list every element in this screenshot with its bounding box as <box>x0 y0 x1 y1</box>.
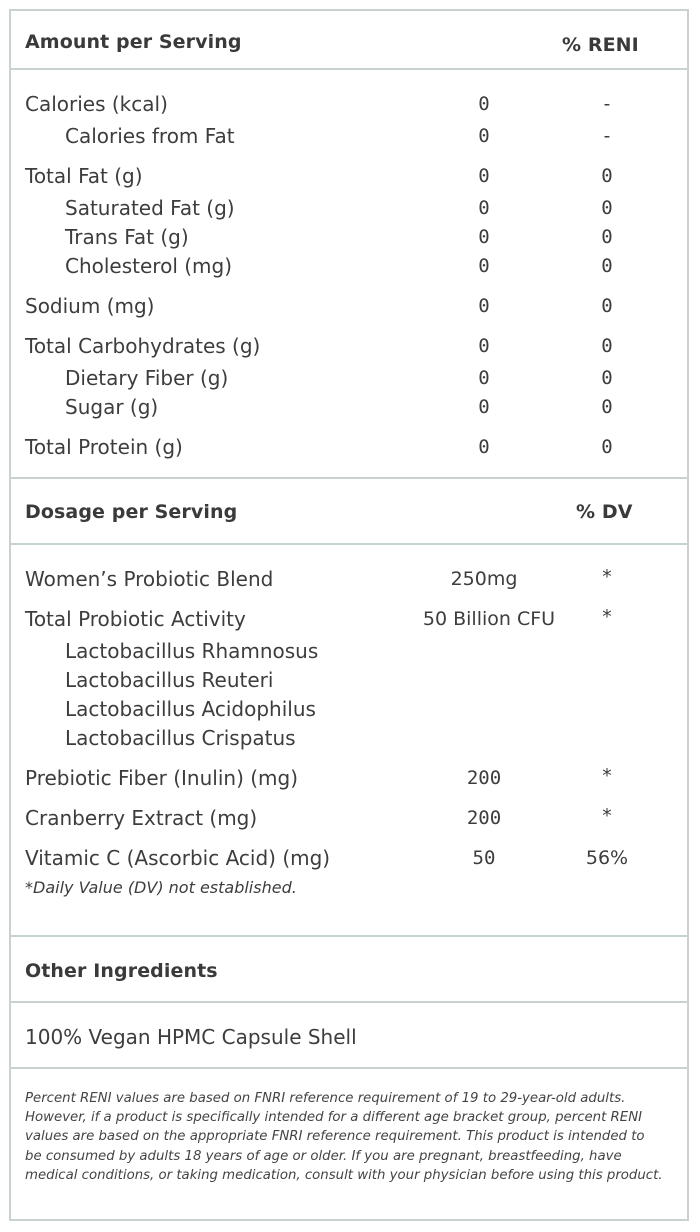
nutrient-label: Dietary Fiber (g) <box>65 366 229 390</box>
divider <box>11 1067 687 1069</box>
supplement-facts-panel <box>9 9 689 1221</box>
nutrient-label: Calories (kcal) <box>25 92 168 116</box>
nutrient-reni: 0 <box>601 197 613 219</box>
nutrient-reni: 0 <box>601 165 613 187</box>
divider <box>11 1001 687 1003</box>
ingredient-label: Women’s Probiotic Blend <box>25 567 274 591</box>
nutrient-reni: 0 <box>601 226 613 248</box>
ingredient-label: Cranberry Extract (mg) <box>25 806 258 830</box>
nutrient-reni: - <box>601 93 613 115</box>
ingredient-amount: 200 <box>466 767 502 789</box>
ingredient-label: Vitamic C (Ascorbic Acid) (mg) <box>25 846 331 870</box>
nutrient-reni: 0 <box>601 396 613 418</box>
ingredient-dv: * <box>601 765 613 787</box>
nutrient-label: Total Fat (g) <box>25 164 143 188</box>
nutrient-label: Calories from Fat <box>65 124 235 148</box>
divider <box>11 68 687 70</box>
dv-note: *Daily Value (DV) not established. <box>25 878 297 897</box>
reni-column-header: % RENI <box>562 34 639 56</box>
nutrient-amount: 0 <box>478 255 490 277</box>
ingredient-dv: 56% <box>585 847 629 869</box>
nutrient-label: Trans Fat (g) <box>65 225 189 249</box>
ingredient-amount: 50 Billion CFU <box>422 608 556 630</box>
nutrient-label: Total Protein (g) <box>25 435 183 459</box>
strain-label: Lactobacillus Crispatus <box>65 726 296 750</box>
nutrient-label: Sugar (g) <box>65 395 159 419</box>
nutrient-amount: 0 <box>478 396 490 418</box>
nutrient-amount: 0 <box>478 295 490 317</box>
nutrient-reni: 0 <box>601 255 613 277</box>
nutrient-amount: 0 <box>478 165 490 187</box>
strain-label: Lactobacillus Reuteri <box>65 668 274 692</box>
ingredient-label: Total Probiotic Activity <box>25 607 246 631</box>
nutrient-amount: 0 <box>478 436 490 458</box>
nutrient-amount: 0 <box>478 367 490 389</box>
divider <box>11 935 687 937</box>
nutrient-reni: - <box>601 125 613 147</box>
ingredient-amount: 250mg <box>450 568 518 590</box>
nutrient-reni: 0 <box>601 335 613 357</box>
nutrient-amount: 0 <box>478 93 490 115</box>
nutrient-amount: 0 <box>478 226 490 248</box>
ingredient-dv: * <box>601 805 613 827</box>
ingredient-dv: * <box>601 566 613 588</box>
amount-header: Amount per Serving <box>25 31 242 53</box>
nutrient-reni: 0 <box>601 295 613 317</box>
nutrient-amount: 0 <box>478 125 490 147</box>
divider <box>11 543 687 545</box>
nutrient-reni: 0 <box>601 367 613 389</box>
disclaimer-text: Percent RENI values are based on FNRI reference requirement of 19 to 29-year-old adults. However, if a product is specifically intended for a different age bracket group, percent RENI values are based on the appropriate FNRI reference requirement. This product is intended to be consumed by adults 18 years of age or older. If you are pregnant, breastfeeding, have medical conditions, or taking medication, consult with your physician before using this product. <box>25 1091 663 1183</box>
strain-label: Lactobacillus Rhamnosus <box>65 639 319 663</box>
other-ingredients-header: Other Ingredients <box>25 960 218 982</box>
ingredient-dv: * <box>601 606 613 628</box>
other-ingredients-text: 100% Vegan HPMC Capsule Shell <box>25 1025 357 1049</box>
dosage-header: Dosage per Serving <box>25 501 238 523</box>
nutrient-label: Total Carbohydrates (g) <box>25 334 261 358</box>
ingredient-amount: 50 <box>472 847 496 869</box>
nutrient-label: Sodium (mg) <box>25 294 155 318</box>
nutrient-label: Saturated Fat (g) <box>65 196 235 220</box>
ingredient-amount: 200 <box>466 807 502 829</box>
divider <box>11 477 687 479</box>
nutrient-reni: 0 <box>601 436 613 458</box>
dv-column-header: % DV <box>576 501 633 523</box>
nutrient-amount: 0 <box>478 335 490 357</box>
nutrient-amount: 0 <box>478 197 490 219</box>
ingredient-label: Prebiotic Fiber (Inulin) (mg) <box>25 766 299 790</box>
strain-label: Lactobacillus Acidophilus <box>65 697 316 721</box>
nutrient-label: Cholesterol (mg) <box>65 254 233 278</box>
